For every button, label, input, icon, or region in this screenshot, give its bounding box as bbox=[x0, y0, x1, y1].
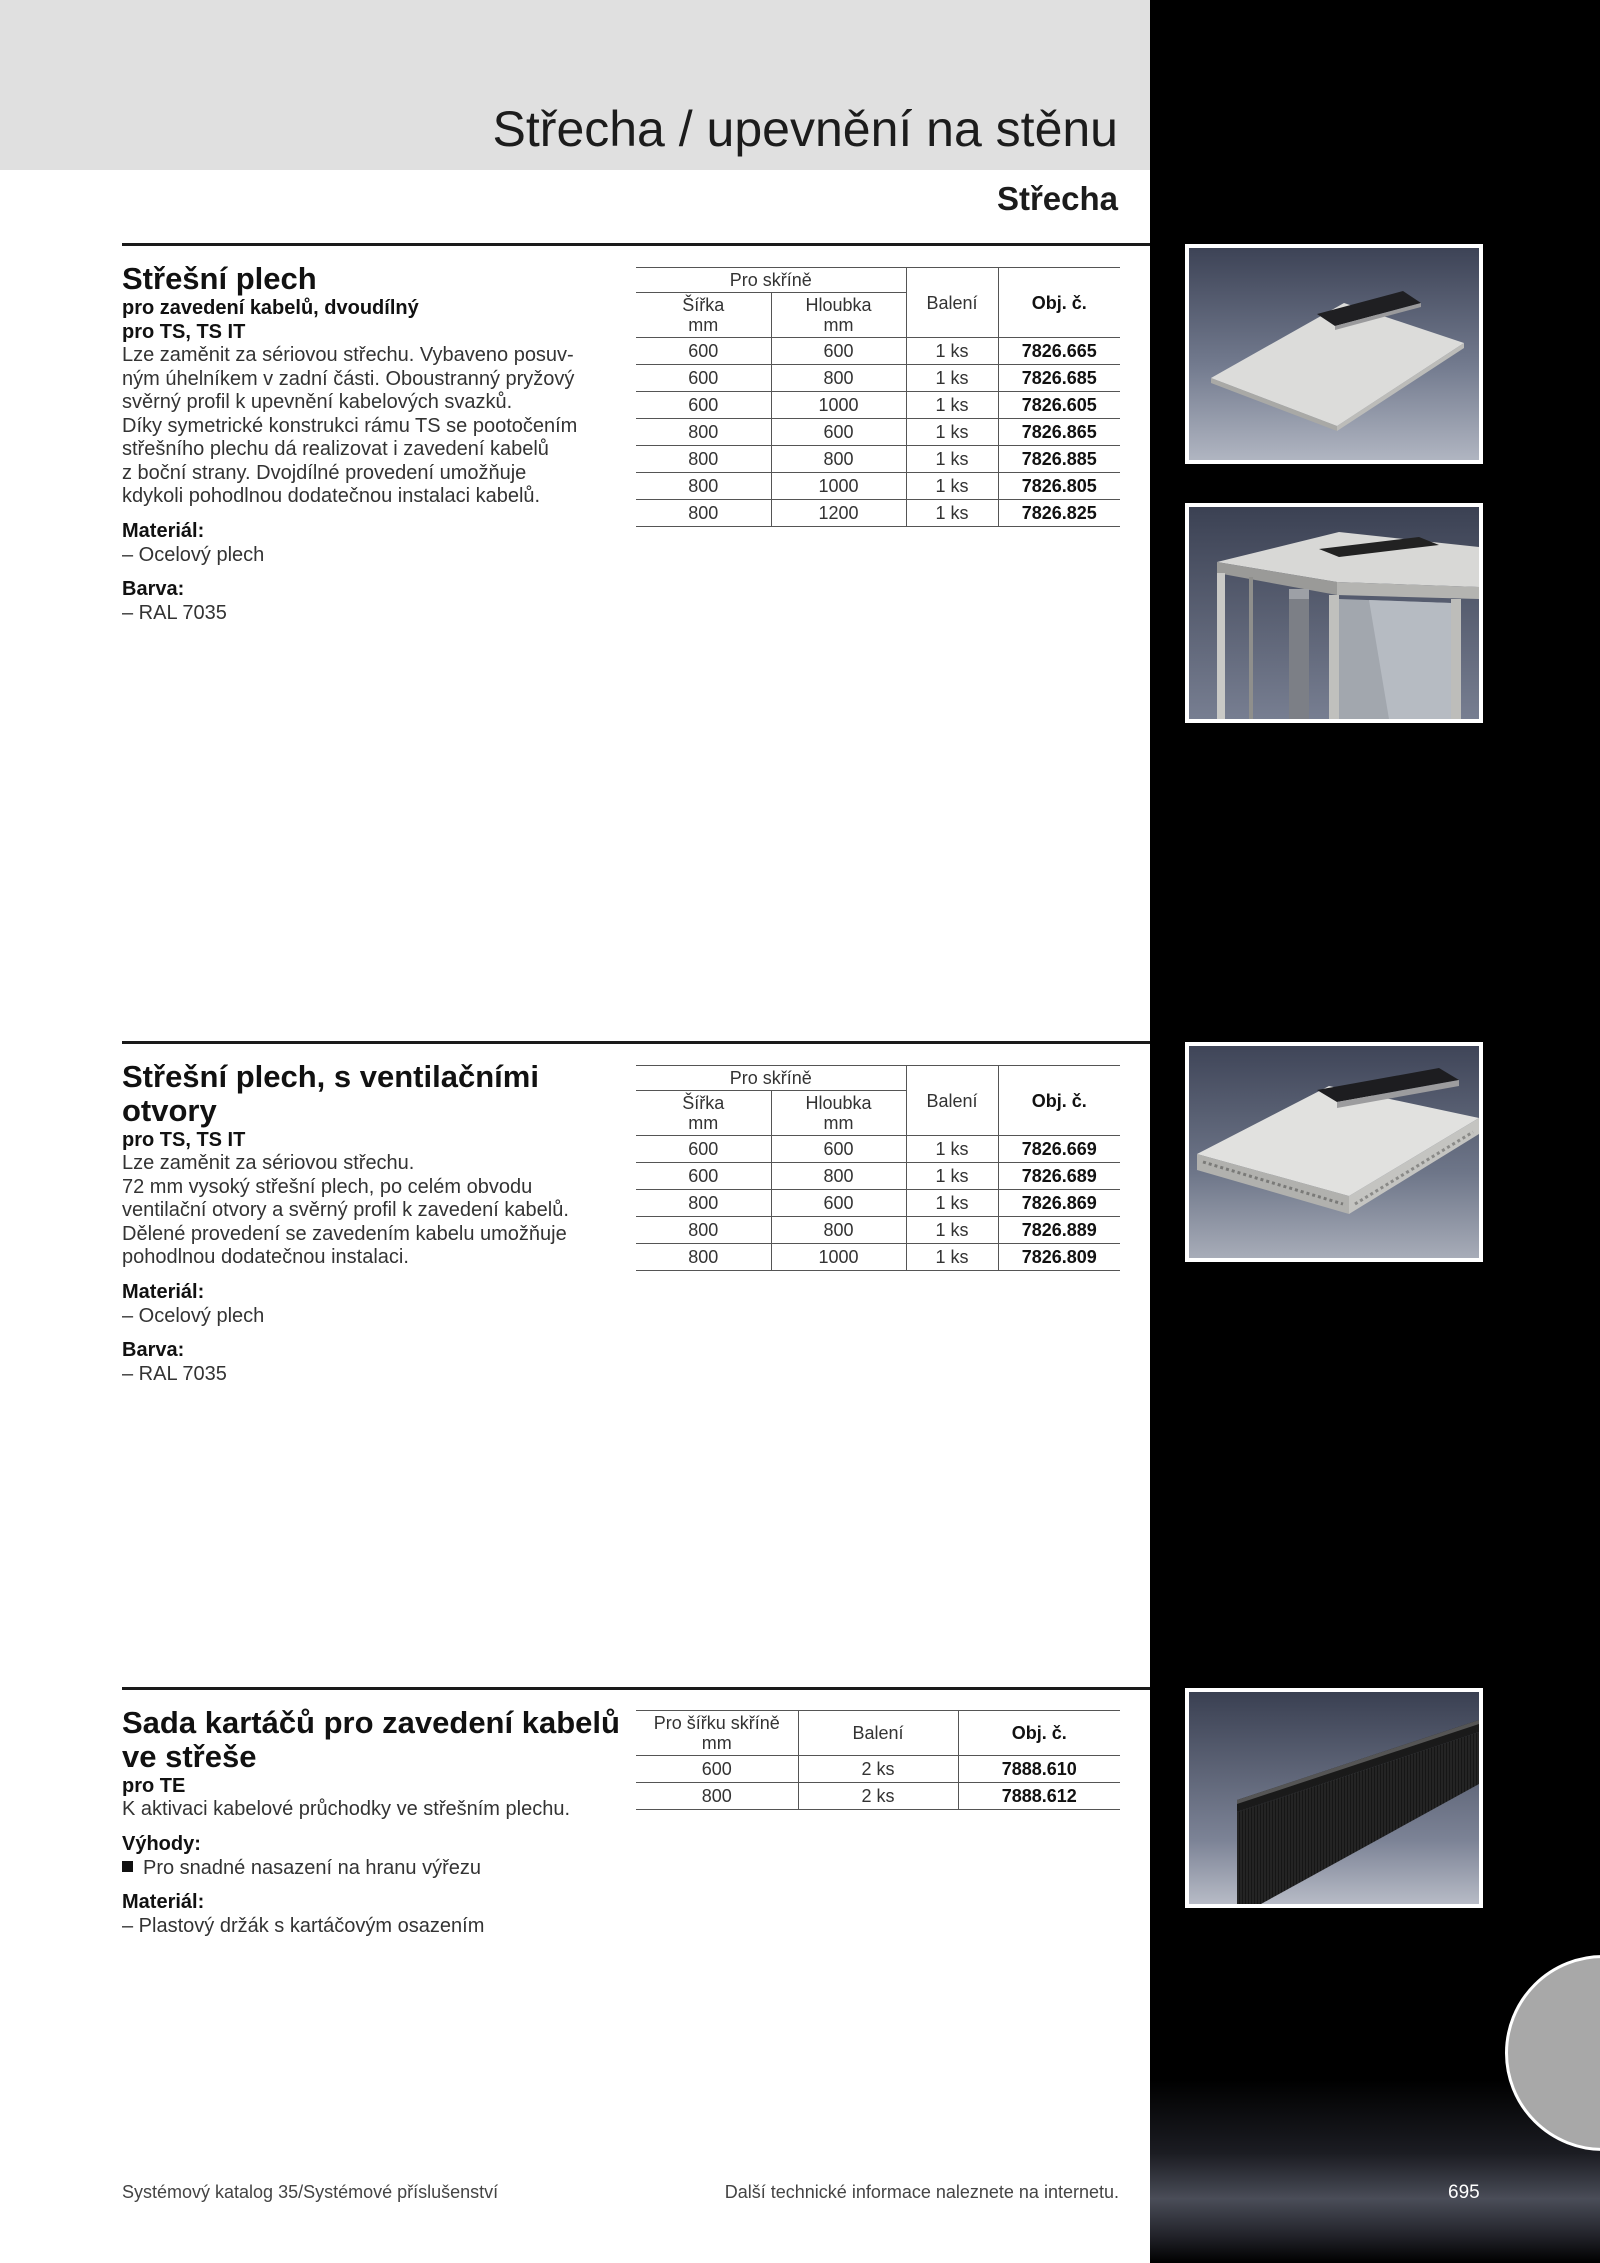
cell-depth: 1000 bbox=[771, 473, 906, 500]
column-header-pack: Balení bbox=[906, 268, 998, 338]
table-row bbox=[636, 1163, 1120, 1190]
product-title: Sada kartáčů pro zavedení kabelů ve střeše bbox=[122, 1705, 620, 1774]
cell-depth: 1000 bbox=[771, 1244, 906, 1271]
table-row bbox=[636, 1190, 1120, 1217]
cell-order-number: 7826.665 bbox=[998, 338, 1120, 365]
material-label: Materiál: bbox=[122, 519, 205, 542]
product-3-description bbox=[122, 1706, 622, 1938]
description-line: ným úhelníkem v zadní části. Oboustranný pryžový bbox=[122, 367, 575, 390]
cell-order-number: 7888.610 bbox=[958, 1756, 1120, 1783]
table-row bbox=[636, 419, 1120, 446]
description-line: Lze zaměnit za sériovou střechu. bbox=[122, 1152, 415, 1174]
cell-order-number: 7826.805 bbox=[998, 473, 1120, 500]
cell-order-number: 7826.869 bbox=[998, 1190, 1120, 1217]
cell-width: 600 bbox=[636, 392, 771, 419]
table-row bbox=[636, 500, 1120, 527]
cell-depth: 800 bbox=[771, 1163, 906, 1190]
color-label: Barva: bbox=[122, 577, 185, 600]
cell-order-number: 7826.865 bbox=[998, 419, 1120, 446]
cell-depth: 1000 bbox=[771, 392, 906, 419]
cell-depth: 600 bbox=[771, 1136, 906, 1163]
cell-pack: 2 ks bbox=[798, 1783, 958, 1810]
benefits-label: Výhody: bbox=[122, 1832, 201, 1855]
column-header-depth: Hloubka mm bbox=[771, 1091, 906, 1136]
cell-width: 600 bbox=[636, 365, 771, 392]
product-compatibility: pro TS, TS IT bbox=[122, 1129, 246, 1151]
cell-pack: 1 ks bbox=[906, 473, 998, 500]
cell-pack: 1 ks bbox=[906, 338, 998, 365]
description-line: 72 mm vysoký střešní plech, po celém obvodu bbox=[122, 1175, 533, 1198]
cell-pack: 1 ks bbox=[906, 1163, 998, 1190]
cell-width: 800 bbox=[636, 446, 771, 473]
product-photo-vented-roof bbox=[1185, 1042, 1483, 1262]
description-line: střešního plechu dá realizovat i zavedení kabelů bbox=[122, 438, 549, 460]
product-1-description bbox=[122, 262, 602, 625]
column-header-pack: Balení bbox=[906, 1066, 998, 1136]
cell-width: 800 bbox=[636, 1217, 771, 1244]
cell-order-number: 7826.889 bbox=[998, 1217, 1120, 1244]
table-row bbox=[636, 338, 1120, 365]
cell-pack: 1 ks bbox=[906, 1190, 998, 1217]
benefit-text: Pro snadné nasazení na hranu výřezu bbox=[143, 1856, 481, 1879]
benefit-item bbox=[122, 1856, 622, 1880]
footer-info: Další technické informace naleznete na internetu. bbox=[724, 2182, 1119, 2202]
column-header-order: Obj. č. bbox=[998, 268, 1120, 338]
cell-pack: 1 ks bbox=[906, 365, 998, 392]
color-label: Barva: bbox=[122, 1338, 185, 1361]
bullet-square-icon bbox=[122, 1861, 133, 1872]
page-title: Střecha / upevnění na stěnu bbox=[492, 101, 1118, 157]
column-header-width: Šířka mm bbox=[636, 1091, 771, 1136]
column-group-header: Pro skříně bbox=[636, 1066, 906, 1091]
cell-order-number: 7826.809 bbox=[998, 1244, 1120, 1271]
cell-depth: 600 bbox=[771, 338, 906, 365]
cell-depth: 800 bbox=[771, 1217, 906, 1244]
page-number: 695 bbox=[1448, 2182, 1480, 2203]
column-header-width: Pro šířku skříně mm bbox=[636, 1711, 798, 1756]
description-line: z boční strany. Dvojdílné provedení umožňuje bbox=[122, 461, 527, 484]
cell-order-number: 7826.825 bbox=[998, 500, 1120, 527]
column-group-header: Pro skříně bbox=[636, 268, 906, 293]
section-title: Střecha bbox=[996, 180, 1118, 217]
cell-depth: 800 bbox=[771, 446, 906, 473]
description-line: kdykoli pohodlnou dodatečnou instalaci kabelů. bbox=[122, 485, 541, 507]
cell-width: 600 bbox=[636, 1136, 771, 1163]
table-row bbox=[636, 365, 1120, 392]
cell-order-number: 7826.689 bbox=[998, 1163, 1120, 1190]
cell-order-number: 7826.885 bbox=[998, 446, 1120, 473]
product-photo-brush-strip bbox=[1185, 1688, 1483, 1908]
cell-width: 800 bbox=[636, 1190, 771, 1217]
cell-order-number: 7826.685 bbox=[998, 365, 1120, 392]
product-1-table bbox=[636, 267, 1120, 527]
description-line: Lze zaměnit za sériovou střechu. Vybaveno posuv- bbox=[122, 344, 574, 366]
cell-pack: 1 ks bbox=[906, 1136, 998, 1163]
material-value: – Ocelový plech bbox=[122, 1304, 265, 1327]
material-value: – Plastový držák s kartáčovým osazením bbox=[122, 1914, 485, 1937]
cell-width: 600 bbox=[636, 1756, 798, 1783]
cell-pack: 1 ks bbox=[906, 446, 998, 473]
description-line: pohodlnou dodatečnou instalaci. bbox=[122, 1246, 409, 1268]
column-header-depth: Hloubka mm bbox=[771, 293, 906, 338]
product-3-table bbox=[636, 1710, 1120, 1810]
column-header-pack: Balení bbox=[798, 1711, 958, 1756]
cell-pack: 1 ks bbox=[906, 1217, 998, 1244]
cell-width: 800 bbox=[636, 1783, 798, 1810]
table-row bbox=[636, 1756, 1120, 1783]
column-header-width: Šířka mm bbox=[636, 293, 771, 338]
cell-width: 800 bbox=[636, 1244, 771, 1271]
material-label: Materiál: bbox=[122, 1890, 205, 1913]
product-subtitle: pro zavedení kabelů, dvoudílný bbox=[122, 297, 419, 319]
description-line: ventilační otvory a svěrný profil k zavedení kabelů. bbox=[122, 1199, 569, 1221]
product-2-table bbox=[636, 1065, 1120, 1271]
description-line: Dělené provedení se zavedením kabelu umožňuje bbox=[122, 1222, 567, 1245]
cell-depth: 600 bbox=[771, 419, 906, 446]
product-photo-cabinet bbox=[1185, 503, 1483, 723]
table-row bbox=[636, 1244, 1120, 1271]
product-title: Střešní plech, s ventilačními otvory bbox=[122, 1059, 539, 1128]
cell-depth: 1200 bbox=[771, 500, 906, 527]
cell-width: 600 bbox=[636, 338, 771, 365]
cell-depth: 600 bbox=[771, 1190, 906, 1217]
product-compatibility: pro TE bbox=[122, 1775, 186, 1797]
cell-pack: 1 ks bbox=[906, 500, 998, 527]
cell-pack: 1 ks bbox=[906, 419, 998, 446]
table-row bbox=[636, 1217, 1120, 1244]
product-2-description bbox=[122, 1060, 622, 1386]
footer-catalog: Systémový katalog 35/Systémové příslušenství bbox=[122, 2182, 499, 2202]
cell-pack: 1 ks bbox=[906, 392, 998, 419]
cell-order-number: 7888.612 bbox=[958, 1783, 1120, 1810]
table-row bbox=[636, 473, 1120, 500]
cell-depth: 800 bbox=[771, 365, 906, 392]
cell-width: 800 bbox=[636, 419, 771, 446]
product-photo-roof-plate bbox=[1185, 244, 1483, 464]
description-line: svěrný profil k upevnění kabelových svazků. bbox=[122, 391, 513, 413]
table-row bbox=[636, 446, 1120, 473]
cell-width: 800 bbox=[636, 473, 771, 500]
cell-order-number: 7826.605 bbox=[998, 392, 1120, 419]
table-row bbox=[636, 1783, 1120, 1810]
color-value: – RAL 7035 bbox=[122, 1362, 227, 1385]
description-line: K aktivaci kabelové průchodky ve střešním plechu. bbox=[122, 1798, 570, 1820]
description-line: Díky symetrické konstrukci rámu TS se pootočením bbox=[122, 414, 578, 437]
table-row bbox=[636, 392, 1120, 419]
section-divider bbox=[122, 1041, 1150, 1044]
cell-order-number: 7826.669 bbox=[998, 1136, 1120, 1163]
material-value: – Ocelový plech bbox=[122, 543, 265, 566]
cell-pack: 2 ks bbox=[798, 1756, 958, 1783]
material-label: Materiál: bbox=[122, 1280, 205, 1303]
column-header-order: Obj. č. bbox=[958, 1711, 1120, 1756]
product-compatibility: pro TS, TS IT bbox=[122, 321, 246, 343]
product-title: Střešní plech bbox=[122, 261, 317, 296]
column-header-order: Obj. č. bbox=[998, 1066, 1120, 1136]
cell-width: 600 bbox=[636, 1163, 771, 1190]
section-divider bbox=[122, 1687, 1150, 1690]
cell-pack: 1 ks bbox=[906, 1244, 998, 1271]
section-divider bbox=[122, 243, 1150, 246]
cell-width: 800 bbox=[636, 500, 771, 527]
table-row bbox=[636, 1136, 1120, 1163]
color-value: – RAL 7035 bbox=[122, 601, 227, 624]
